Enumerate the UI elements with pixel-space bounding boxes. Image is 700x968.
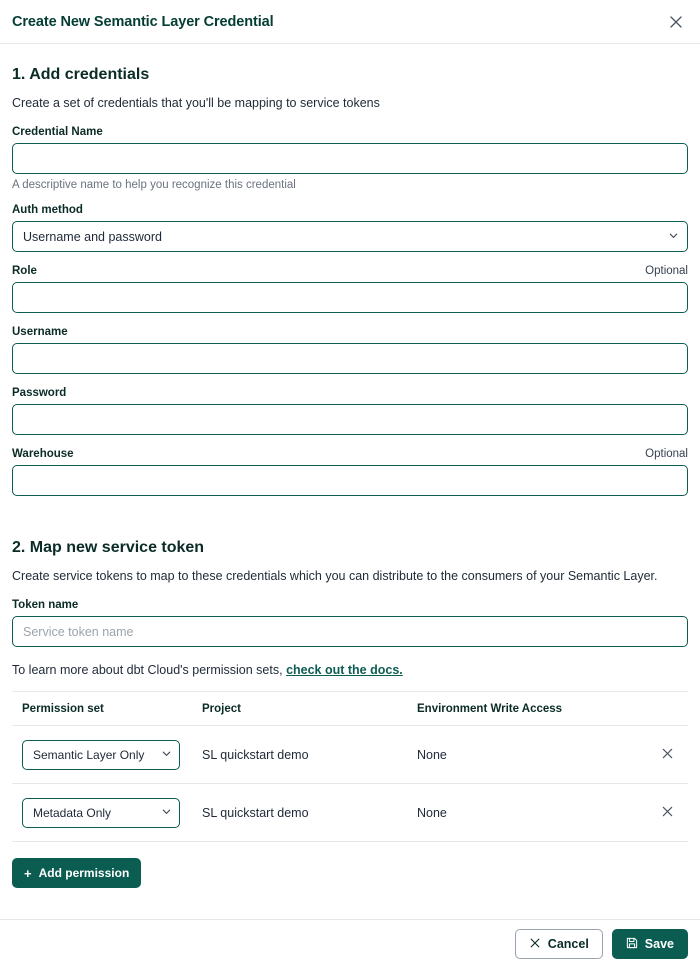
password-label: Password xyxy=(12,387,67,399)
docs-link[interactable]: check out the docs. xyxy=(286,663,403,677)
modal-header xyxy=(0,0,700,44)
field-warehouse xyxy=(12,448,688,496)
permissions-table xyxy=(12,691,688,842)
cancel-button[interactable] xyxy=(515,929,603,959)
permission-set-cell xyxy=(22,798,202,828)
password-input[interactable] xyxy=(12,404,688,435)
remove-permission-button[interactable] xyxy=(656,802,678,824)
permission-set-value: Semantic Layer Only xyxy=(33,747,145,762)
credential-name-hint: A descriptive name to help you recognize this credential xyxy=(12,179,296,191)
project-cell: SL quickstart demo xyxy=(202,747,309,762)
warehouse-label: Warehouse xyxy=(12,448,74,460)
credential-name-input[interactable] xyxy=(12,143,688,174)
auth-method-label: Auth method xyxy=(12,204,83,216)
column-header-environment-write-access: Environment Write Access xyxy=(417,702,563,715)
credential-name-label: Credential Name xyxy=(12,126,103,138)
save-label: Save xyxy=(644,937,674,951)
add-permission-label: Add permission xyxy=(38,866,130,880)
field-auth-method xyxy=(12,204,688,252)
column-header-project: Project xyxy=(202,702,241,715)
plus-icon: + xyxy=(24,865,32,881)
save-button[interactable] xyxy=(612,929,688,959)
username-input[interactable] xyxy=(12,343,688,374)
close-icon xyxy=(529,937,541,952)
section-title-map-service-token: 2. Map new service token xyxy=(12,539,205,556)
section-title-add-credentials: 1. Add credentials xyxy=(12,66,150,83)
modal-footer xyxy=(0,919,700,968)
username-label: Username xyxy=(12,326,68,338)
permission-set-select[interactable] xyxy=(22,798,180,828)
field-token-name xyxy=(12,599,688,647)
role-label: Role xyxy=(12,265,37,277)
section-description-add-credentials: Create a set of credentials that you'll be mapping to service tokens xyxy=(12,96,380,110)
chevron-down-icon xyxy=(161,806,172,820)
table-row xyxy=(12,784,688,842)
environment-write-access-cell: None xyxy=(417,747,447,762)
close-icon xyxy=(669,15,683,29)
docs-help-text: To learn more about dbt Cloud's permission sets, xyxy=(12,663,283,677)
add-permission-button[interactable] xyxy=(12,858,141,888)
permission-set-value: Metadata Only xyxy=(33,805,112,820)
chevron-down-icon xyxy=(161,748,172,762)
cancel-label: Cancel xyxy=(547,937,589,951)
warehouse-input[interactable] xyxy=(12,465,688,496)
column-header-permission-set: Permission set xyxy=(22,702,104,715)
close-icon xyxy=(661,747,674,763)
table-row xyxy=(12,726,688,784)
field-credential-name xyxy=(12,126,688,191)
modal-body xyxy=(0,44,700,919)
field-password xyxy=(12,387,688,435)
auth-method-value: Username and password xyxy=(23,229,162,244)
section-spacer xyxy=(12,509,688,539)
role-input[interactable] xyxy=(12,282,688,313)
section-description-map-service-token: Create service tokens to map to these credentials which you can distribute to the consumers of your Semantic Layer. xyxy=(12,569,658,583)
close-button[interactable] xyxy=(666,12,686,32)
auth-method-select[interactable] xyxy=(12,221,688,252)
token-name-label: Token name xyxy=(12,599,79,611)
role-optional-tag: Optional xyxy=(645,265,688,277)
permission-set-cell xyxy=(22,740,202,770)
page-title: Create New Semantic Layer Credential xyxy=(12,13,274,30)
docs-help-line xyxy=(12,663,688,677)
save-disk-icon xyxy=(626,937,638,952)
warehouse-optional-tag: Optional xyxy=(645,448,688,460)
close-icon xyxy=(661,805,674,821)
environment-write-access-cell: None xyxy=(417,805,447,820)
field-role xyxy=(12,265,688,313)
permission-set-select[interactable] xyxy=(22,740,180,770)
field-username xyxy=(12,326,688,374)
remove-permission-button[interactable] xyxy=(656,744,678,766)
table-header-row xyxy=(12,692,688,726)
project-cell: SL quickstart demo xyxy=(202,805,309,820)
token-name-input[interactable] xyxy=(12,616,688,647)
